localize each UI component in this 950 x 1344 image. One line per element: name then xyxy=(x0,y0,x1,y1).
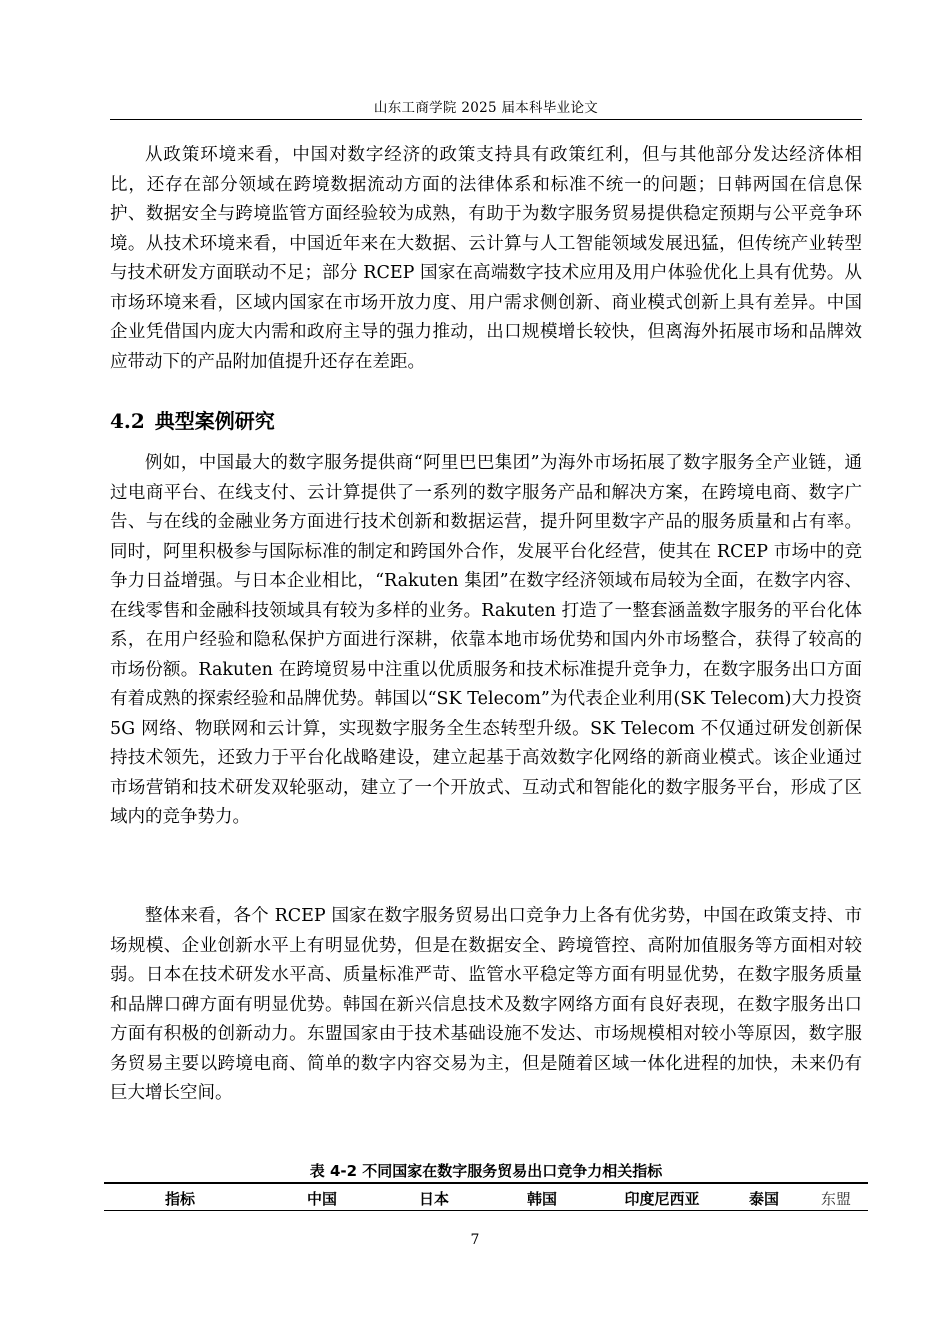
table-header-indicator: 指标 xyxy=(164,1190,195,1208)
page-number: 7 xyxy=(470,1232,480,1248)
paragraph-summary: 整体来看，各个 RCEP 国家在数字服务贸易出口竞争力上各有优劣势，中国在政策支持、市场规模、企业创新水平上有明显优势，但是在数据安全、跨境管控、高附加值服务等方面相对较弱。日本在技术研发水平高、质量标准严苛、监管水平稳定等方面有明显优势，在数字服务质量和品牌口碑方面有明显优势。韩国在新兴信息技术及数字网络方面有良好表现，在数字服务出口方面有积极的创新动力。东盟国家由于技术基础设施不发达、市场规模相对较小等原因，数字服务贸易主要以跨境电商、简单的数字内容交易为主，但是随着区域一体化进程的加快，未来仍有巨大增长空间。 xyxy=(110,906,862,1103)
section-heading xyxy=(110,405,275,434)
table-header-asean: 东盟 xyxy=(820,1190,851,1208)
paragraph-policy-environment: 从政策环境来看，中国对数字经济的政策支持具有政策红利，但与其他部分发达经济体相比，还存在部分领域在跨境数据流动方面的法律体系和标准不统一的问题；日韩两国在信息保护、数据安全与跨境监管方面经验较为成熟，有助于为数字服务贸易提供稳定预期与公平竞争环境。从技术环境来看，中国近年来在大数据、云计算与人工智能领域发展迅猛，但传统产业转型与技术研发方面联动不足；部分 RCEP 国家在高端数字技术应用及用户体验优化上具有优势。从市场环境来看，区域内国家在市场开放力度、用户需求侧创新、商业模式创新上具有差异。中国企业凭借国内庞大内需和政府主导的强力推动，出口规模增长较快，但离海外拓展市场和品牌效应带动下的产品附加值提升还存在差距。 xyxy=(110,145,862,372)
table-caption: 表 4-2 不同国家在数字服务贸易出口竞争力相关指标 xyxy=(309,1162,663,1180)
table-header-korea: 韩国 xyxy=(526,1190,557,1208)
header-rule xyxy=(110,119,862,120)
table-header-china: 中国 xyxy=(306,1190,337,1208)
table-header-japan: 日本 xyxy=(418,1190,449,1208)
table-header-row xyxy=(104,1186,868,1210)
section-number: 4.2 xyxy=(110,409,145,433)
table-header-indonesia: 印度尼西亚 xyxy=(624,1190,700,1208)
section-title: 典型案例研究 xyxy=(154,409,275,433)
page-header: 山东工商学院 2025 届本科毕业论文 xyxy=(373,100,599,116)
table-header-thailand: 泰国 xyxy=(748,1190,779,1208)
paragraph-case-study: 例如，中国最大的数字服务提供商“阿里巴巴集团”为海外市场拓展了数字服务全产业链，通过电商平台、在线支付、云计算提供了一系列的数字服务产品和解决方案，在跨境电商、数字广告、与在线的金融业务方面进行技术创新和数据运营，提升阿里数字产品的服务质量和占有率。同时，阿里积极参与国际标准的制定和跨国外合作，发展平台化经营，使其在 RCEP 市场中的竞争力日益增强。与日本企业相比，“Rakuten 集团”在数字经济领域布局较为全面，在数字内容、在线零售和金融科技领域具有较为多样的业务。Rakuten 打造了一整套涵盖数字服务的平台化体系，在用户经验和隐私保护方面进行深耕，依靠本地市场优势和国内外市场整合，获得了较高的市场份额。Rakuten 在跨境贸易中注重以优质服务和技术标准提升竞争力，在数字服务出口方面有着成熟的探索经验和品牌优势。韩国以“SK Telecom”为代表企业利用(SK Telecom)大力投资 5G 网络、物联网和云计算，实现数字服务全生态转型升级。SK Telecom 不仅通过研发创新保持技术领先，还致力于平台化战略建设，建立起基于高效数字化网络的新商业模式。该企业通过市场营销和技术研发双轮驱动，建立了一个开放式、互动式和智能化的数字服务平台，形成了区域内的竞争势力。 xyxy=(110,453,862,827)
table-top-rule xyxy=(104,1182,868,1184)
table-header-rule xyxy=(104,1210,868,1211)
